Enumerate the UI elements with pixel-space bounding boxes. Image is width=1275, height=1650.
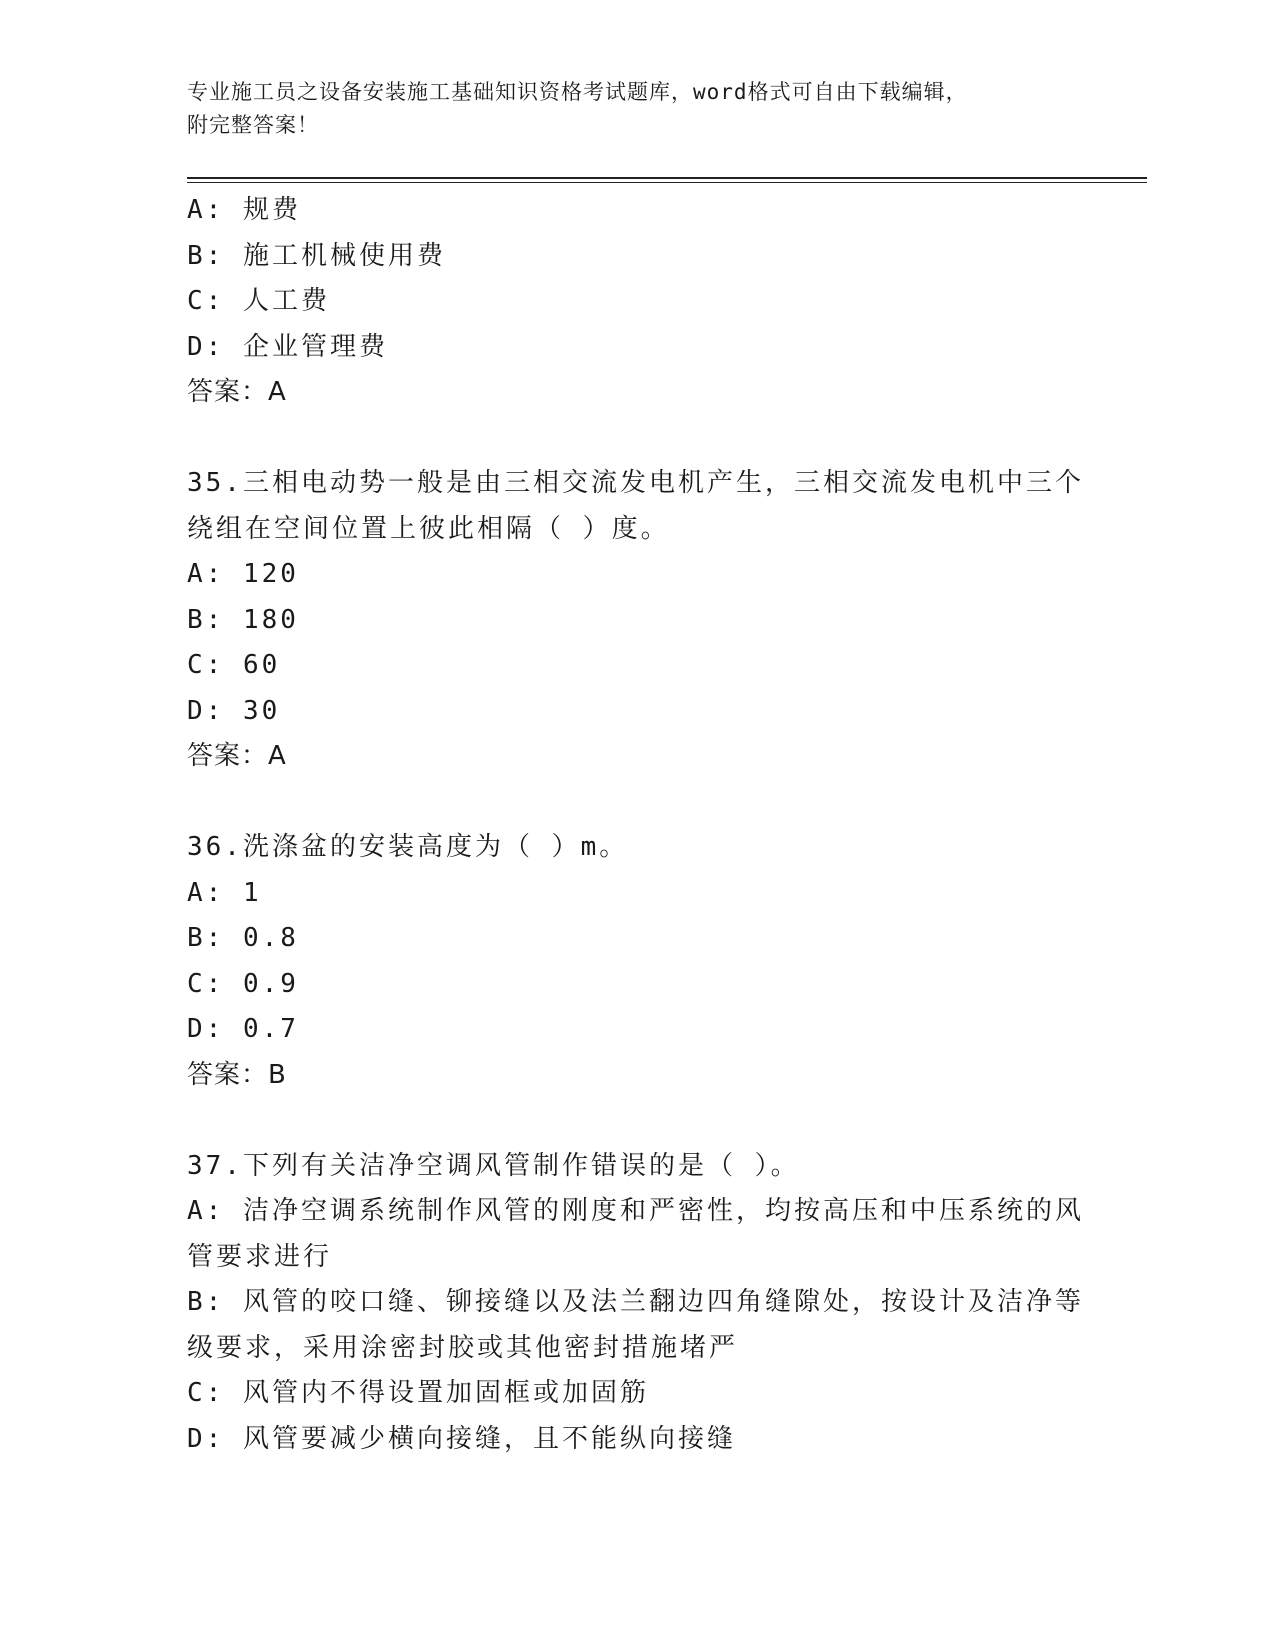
header-divider-thin [187, 182, 1147, 183]
question-stem: 37.下列有关洁净空调风管制作错误的是（ ）。 [187, 1150, 800, 1181]
header-divider-thick [187, 177, 1147, 179]
option-c: C: 60 [187, 650, 281, 680]
question-36 [187, 825, 1087, 1098]
question-35 [187, 461, 1087, 780]
option-a-line-2: 管要求进行 [187, 1241, 333, 1272]
question-stem: 36.洗涤盆的安装高度为（ ）m。 [187, 832, 629, 862]
spacer [187, 416, 1087, 462]
question-37 [187, 1144, 1087, 1463]
option-a-line-1: A: 洁净空调系统制作风管的刚度和严密性，均按高压和中压系统的风 [187, 1196, 1084, 1226]
question-stem-line-1: 35.三相电动势一般是由三相交流发电机产生，三相交流发电机中三个 [187, 468, 1084, 498]
option-a: A: 1 [187, 877, 262, 908]
option-b: B: 施工机械使用费 [187, 240, 446, 271]
option-b-line-2: 级要求，采用涂密封胶或其他密封措施堵严 [187, 1332, 739, 1363]
option-b: B: 180 [187, 604, 299, 635]
option-a: A: 规费 [187, 195, 301, 225]
question-stem-line-2: 绕组在空间位置上彼此相隔（ ）度。 [187, 513, 670, 544]
option-d: D: 企业管理费 [187, 331, 388, 362]
option-b: B: 0.8 [187, 923, 299, 953]
question-34 [187, 188, 1087, 416]
option-b-line-1: B: 风管的咬口缝、铆接缝以及法兰翻边四角缝隙处，按设计及洁净等 [187, 1287, 1084, 1317]
answer: 答案：B [187, 1059, 287, 1090]
option-c: C: 0.9 [187, 968, 299, 999]
header-line-2: 附完整答案！ [187, 113, 319, 137]
option-d: D: 30 [187, 695, 281, 726]
option-d: D: 风管要减少横向接缝，且不能纵向接缝 [187, 1423, 736, 1454]
option-c: C: 风管内不得设置加固框或加固筋 [187, 1378, 649, 1408]
answer: 答案：A [187, 377, 287, 407]
spacer [187, 1098, 1087, 1144]
document-header [187, 76, 1067, 142]
question-list [187, 188, 1087, 1462]
answer: 答案：A [187, 741, 287, 771]
spacer [187, 780, 1087, 826]
header-line-1: 专业施工员之设备安装施工基础知识资格考试题库，word格式可自由下载编辑， [187, 80, 968, 104]
option-a: A: 120 [187, 559, 299, 589]
option-d: D: 0.7 [187, 1014, 299, 1044]
option-c: C: 人工费 [187, 286, 330, 316]
